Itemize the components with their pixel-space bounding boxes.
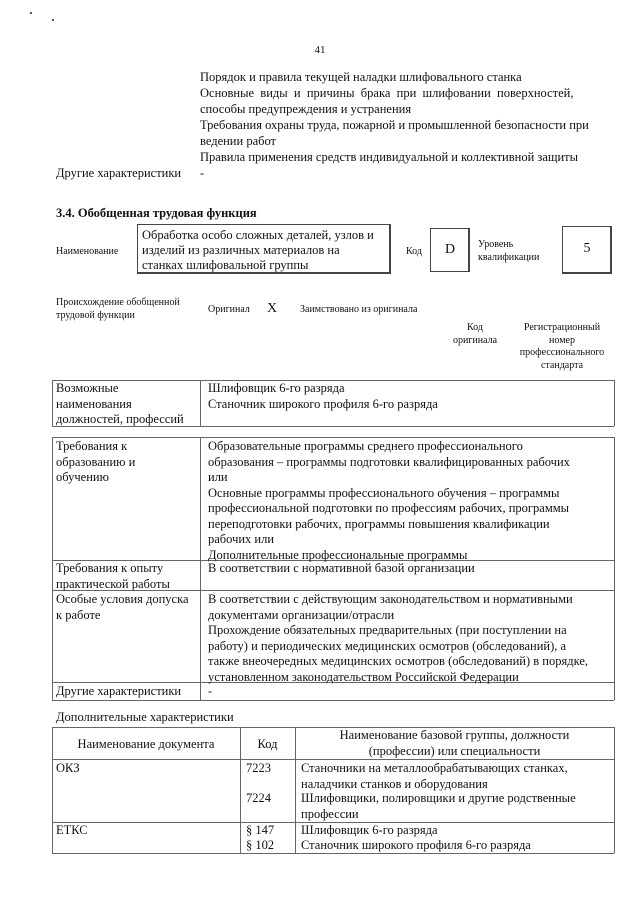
etks-name: Станочник широкого профиля 6-го разряда — [301, 838, 531, 852]
scan-speck — [52, 19, 54, 21]
function-name-line: Обработка особо сложных деталей, узлов и — [142, 228, 374, 242]
name-label: Наименование — [56, 246, 119, 257]
level-label-line: Уровень — [478, 239, 514, 250]
special-conditions-line: работу) и периодических медицинских осмотров (обследований), а — [208, 638, 567, 653]
level-label — [478, 239, 539, 264]
experience-label-line: Требования к опыту — [56, 561, 164, 575]
education-line: Образовательные программы среднего профессионального — [208, 439, 523, 453]
doc-okz: ОКЗ — [56, 761, 80, 775]
okz-code: 7224 — [246, 791, 271, 805]
etks-code: § 147 — [246, 823, 275, 837]
other-characteristics-label-table: Другие характеристики — [56, 684, 182, 698]
table-border — [52, 700, 614, 701]
code-label: Код — [406, 246, 422, 257]
experience-label-line: практической работы — [56, 576, 170, 591]
level-label-line: квалификации — [478, 251, 540, 263]
okz-code: 7223 — [246, 761, 271, 775]
education-label — [56, 439, 135, 486]
etks-code: § 102 — [246, 838, 275, 852]
code-box — [430, 228, 470, 272]
positions-label-line: Возможные — [56, 381, 119, 395]
function-name-line: изделий из различных материалов на — [142, 243, 340, 257]
education-label-line: Требования к — [56, 439, 128, 453]
reg-number-line: стандарта — [540, 359, 584, 371]
origin-label-line: Происхождение обобщенной — [56, 297, 180, 308]
function-name-box — [137, 224, 391, 274]
okz-group-name — [301, 761, 568, 792]
positions-label-line: наименования — [56, 396, 132, 411]
function-name-line: станках шлифовальной группы — [142, 258, 309, 272]
special-conditions-line: В соответствии с действующим законодательством и нормативными — [208, 592, 573, 606]
education-line: профессиональной подготовки по профессиям рабочих, программы — [208, 501, 570, 515]
special-conditions-label-line: Особые условия допуска — [56, 592, 189, 606]
education-line: образования – программы подготовки квалифицированных рабочих — [208, 454, 570, 469]
okz-group-line: Станочники на металлообрабатывающих станках, — [301, 761, 568, 775]
positions-label-line: должностей, профессий — [56, 412, 184, 426]
original-label: Оригинал — [208, 304, 250, 315]
education-line: рабочих или — [208, 532, 275, 546]
special-conditions-line: документами организации/отрасли — [208, 607, 395, 622]
okz-group-line: наладчики станков и оборудования — [301, 776, 488, 791]
level-value: 5 — [583, 241, 591, 256]
special-conditions-label-line: к работе — [56, 607, 101, 622]
header-base-group-line: Наименование базовой группы, должности — [339, 728, 570, 742]
table-border — [200, 437, 201, 700]
okz-group-name — [301, 791, 576, 822]
page-number: 41 — [314, 44, 326, 56]
education-label-line: образованию и — [56, 454, 136, 469]
other-characteristics-value-table: - — [208, 684, 213, 698]
borrowed-label: Заимствовано из оригинала — [300, 304, 418, 315]
reg-number-label — [510, 322, 614, 372]
table-border — [614, 380, 615, 426]
code-value: D — [444, 242, 456, 257]
other-characteristics-value: - — [200, 166, 205, 180]
special-conditions-line: установленном законодательством Российской Федерации — [208, 669, 519, 684]
experience-value: В соответствии с нормативной базой организации — [208, 561, 475, 575]
reg-number-line: профессионального — [519, 347, 605, 358]
education-line: переподготовки рабочих, программы повышения квалификации — [208, 516, 550, 531]
special-conditions-label — [56, 592, 189, 623]
education-value — [208, 439, 570, 563]
education-label-line: обучению — [56, 470, 109, 484]
section-title: 3.4. Обобщенная трудовая функция — [56, 206, 257, 220]
requirement-line: Порядок и правила текущей наладки шлифовального станка — [200, 70, 522, 84]
table-border — [52, 759, 614, 760]
code-original-line: Код — [467, 322, 483, 333]
table-border — [52, 380, 53, 426]
scan-speck — [30, 12, 32, 14]
level-box — [562, 226, 612, 274]
education-line: или — [208, 470, 228, 484]
reg-number-line: Регистрационный — [523, 322, 601, 333]
special-conditions-line: Прохождение обязательных предварительных (при поступлении на — [208, 623, 567, 637]
header-doc-name: Наименование документа — [77, 737, 215, 751]
special-conditions-value — [208, 592, 588, 685]
positions-values — [208, 381, 438, 412]
header-base-group-line: (профессии) или специальности — [368, 743, 541, 758]
experience-label — [56, 561, 170, 592]
position-item: Шлифовщик 6-го разряда — [208, 381, 345, 395]
reg-number-line: номер — [549, 334, 575, 346]
special-conditions-line: также внеочередных медицинских осмотров (обследований) в порядке, — [208, 654, 589, 668]
education-line: Дополнительные профессиональные программы — [208, 547, 468, 562]
original-mark: X — [267, 301, 278, 316]
requirement-line: ведении работ — [200, 134, 277, 148]
requirement-line: Основные виды и причины брака при шлифовании поверхностей, — [200, 86, 574, 100]
additional-title: Дополнительные характеристики — [56, 710, 234, 724]
table-border — [614, 437, 615, 700]
etks-name: Шлифовщик 6-го разряда — [301, 823, 438, 837]
table-border — [200, 380, 201, 426]
origin-label-line: трудовой функции — [56, 309, 135, 321]
okz-group-line: Шлифовщики, полировщики и другие родственные — [301, 791, 576, 805]
requirement-line: способы предупреждения и устранения — [200, 102, 412, 116]
header-base-group — [295, 728, 614, 759]
education-line: Основные программы профессионального обучения – программы — [208, 485, 560, 500]
requirement-line: Правила применения средств индивидуальной и коллективной защиты — [200, 150, 579, 164]
table-border — [52, 437, 53, 700]
requirement-line: Требования охраны труда, пожарной и промышленной безопасности при — [200, 118, 589, 132]
other-characteristics-label: Другие характеристики — [56, 166, 182, 180]
code-original-label — [440, 322, 510, 347]
code-original-line: оригинала — [452, 334, 498, 346]
positions-label — [56, 381, 184, 428]
table-border — [52, 437, 614, 438]
origin-label — [56, 297, 180, 322]
table-border — [614, 727, 615, 853]
doc-etks: ЕТКС — [56, 823, 88, 837]
position-item: Станочник широкого профиля 6-го разряда — [208, 396, 438, 411]
okz-group-line: профессии — [301, 806, 359, 821]
header-code: Код — [257, 737, 278, 751]
